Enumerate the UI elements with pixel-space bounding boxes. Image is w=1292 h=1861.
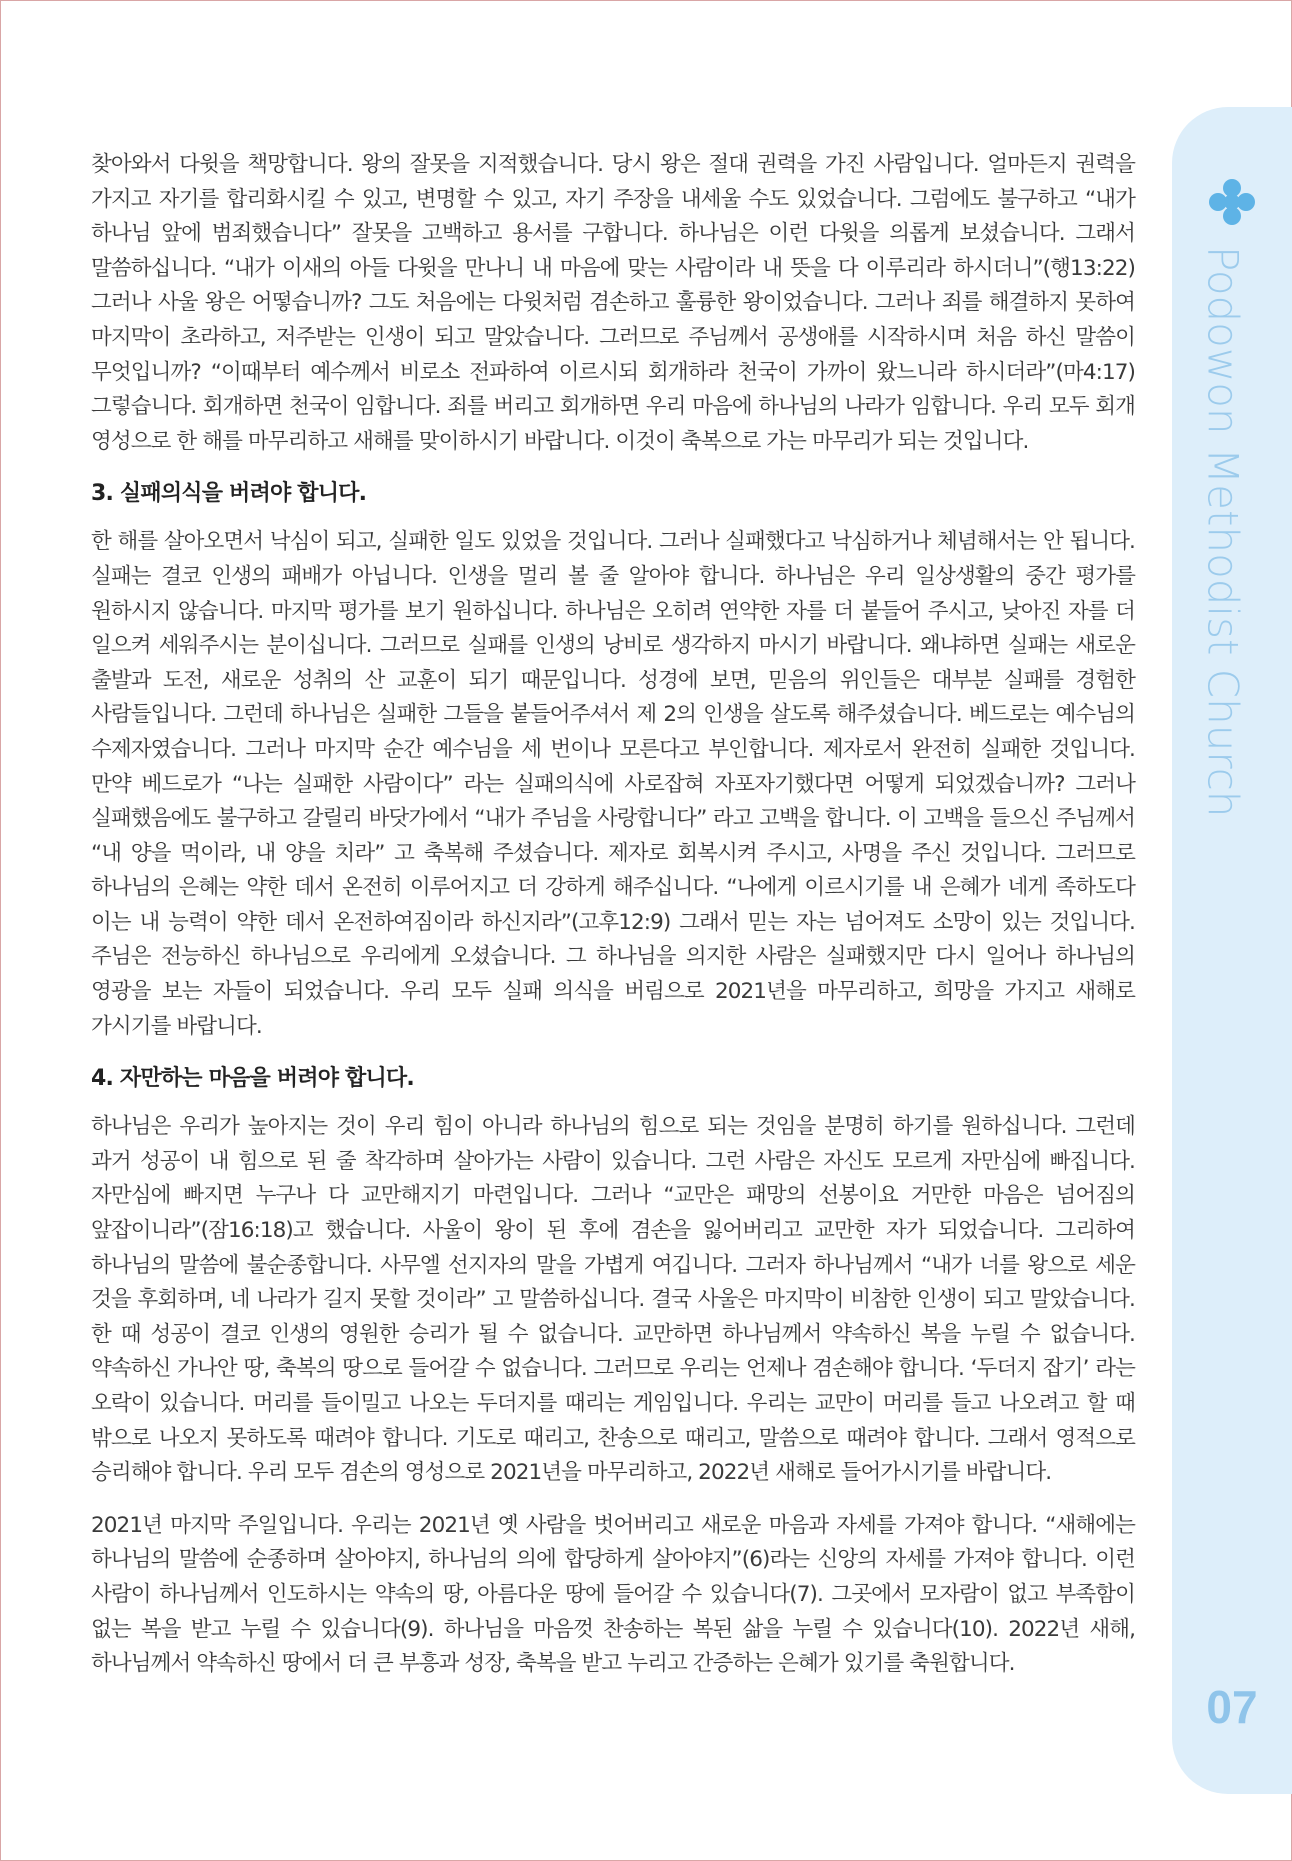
- body-paragraph-3: 하나님은 우리가 높아지는 것이 우리 힘이 아니라 하나님의 힘으로 되는 것임을 분명히 하기를 원하십니다. 그런데 과거 성공이 내 힘으로 된 줄 착각하며 살아가는 사람이 있습니다. 그런 사람은 자신도 모르게 자만심에 빠집니다. 자만심에 빠지면 누구나 다 교만해지기 마련입니다. 그러나 “교만은 패망의 선봉이요 거만한 마음은 넘어짐의 앞잡이니라”(잠16:18)고 했습니다. 사울이 왕이 된 후에 겸손을 잃어버리고 교만한 자가 되었습니다. 그리하여 하나님의 말씀에 불순종합니다. 사무엘 선지자의 말을 가볍게 여깁니다. 그러자 하나님께서 “내가 너를 왕으로 세운 것을 후회하며, 네 나라가 길지 못할 것이라” 고 말씀하십니다. 결국 사울은 마지막이 비참한 인생이 되고 말았습니다. 한 때 성공이 결코 인생의 영원한 승리가 될 수 없습니다. 교만하면 하나님께서 약속하신 복을 누릴 수 없습니다. 약속하신 가나안 땅, 축복의 땅으로 들어갈 수 없습니다. 그러므로 우리는 언제나 겸손해야 합니다. ‘두더지 잡기’ 라는 오락이 있습니다. 머리를 들이밀고 나오는 두더지를 때리는 게임입니다. 우리는 교만이 머리를 들고 나오려고 할 때 밖으로 나오지 못하도록 때려야 합니다. 기도로 때리고, 찬송으로 때리고, 말씀으로 때려야 합니다. 그래서 영적으로 승리해야 합니다. 우리 모두 겸손의 영성으로 2021년을 마무리하고, 2022년 새해로 들어가시기를 바랍니다.: [91, 1114, 1135, 1486]
- body-paragraph-4: 2021년 마지막 주일입니다. 우리는 2021년 옛 사람을 벗어버리고 새로운 마음과 자세를 가져야 합니다. “새해에는 하나님의 말씀에 순종하며 살아야지, 하나님의 의에 합당하게 살아야지”(6)라는 신앙의 자세를 가져야 합니다. 이런 사람이 하나님께서 인도하시는 약속의 땅, 아름다운 땅에 들어갈 수 있습니다(7). 그곳에서 모자람이 없고 부족함이 없는 복을 받고 누릴 수 있습니다(9). 하나님을 마음껏 찬송하는 복된 삶을 누릴 수 있습니다(10). 2022년 새해, 하나님께서 약속하신 땅에서 더 큰 부흥과 성장, 축복을 받고 누리고 간증하는 은혜가 있기를 축원합니다.: [91, 1512, 1135, 1677]
- page-number: 07: [1206, 1681, 1258, 1733]
- body-paragraph-1: 찾아와서 다윗을 책망합니다. 왕의 잘못을 지적했습니다. 당시 왕은 절대 권력을 가진 사람입니다. 얼마든지 권력을 가지고 자기를 합리화시킬 수 있고, 변명할 수 있고, 자기 주장을 내세울 수도 있었습니다. 그럼에도 불구하고 “내가 하나님 앞에 범죄했습니다” 잘못을 고백하고 용서를 구합니다. 하나님은 이런 다윗을 의롭게 보셨습니다. 그래서 말씀하십니다. “내가 이새의 아들 다윗을 만나니 내 마음에 맞는 사람이라 내 뜻을 다 이루리라 하시더니”(행13:22) 그러나 사울 왕은 어떻습니까? 그도 처음에는 다윗처럼 겸손하고 훌륭한 왕이었습니다. 그러나 죄를 해결하지 못하여 마지막이 초라하고, 저주받는 인생이 되고 말았습니다. 그러므로 주님께서 공생애를 시작하시며 처음 하신 말씀이 무엇입니까? “이때부터 예수께서 비로소 전파하여 이르시되 회개하라 천국이 가까이 왔느니라 하시더라”(마4:17) 그렇습니다. 회개하면 천국이 임합니다. 죄를 버리고 회개하면 우리 마음에 하나님의 나라가 임합니다. 우리 모두 회개 영성으로 한 해를 마무리하고 새해를 맞이하시기 바랍니다. 이것이 축복으로 가는 마무리가 되는 것입니다.: [91, 152, 1135, 454]
- body-paragraph-2: 한 해를 살아오면서 낙심이 되고, 실패한 일도 있었을 것입니다. 그러나 실패했다고 낙심하거나 체념해서는 안 됩니다. 실패는 결코 인생의 패배가 아닙니다. 인생을 멀리 볼 줄 알아야 합니다. 하나님은 우리 일상생활의 중간 평가를 원하시지 않습니다. 마지막 평가를 보기 원하십니다. 하나님은 오히려 연약한 자를 더 붙들어 주시고, 낮아진 자를 더 일으켜 세워주시는 분이십니다. 그러므로 실패를 인생의 낭비로 생각하지 마시기 바랍니다. 왜냐하면 실패는 새로운 출발과 도전, 새로운 성취의 산 교훈이 되기 때문입니다. 성경에 보면, 믿음의 위인들은 대부분 실패를 경험한 사람들입니다. 그런데 하나님은 실패한 그들을 붙들어주셔서 제 2의 인생을 살도록 해주셨습니다. 베드로는 예수님의 수제자였습니다. 그러나 마지막 순간 예수님을 세 번이나 모른다고 부인합니다. 제자로서 완전히 실패한 것입니다. 만약 베드로가 “나는 실패한 사람이다” 라는 실패의식에 사로잡혀 자포자기했다면 어떻게 되었겠습니까? 그러나 실패했음에도 불구하고 갈릴리 바닷가에서 “내가 주님을 사랑합니다” 라고 고백을 합니다. 이 고백을 들으신 주님께서 “내 양을 먹이라, 내 양을 치라” 고 축복해 주셨습니다. 제자로 회복시켜 주시고, 사명을 주신 것입니다. 그러므로 하나님의 은혜는 약한 데서 온전히 이루어지고 더 강하게 해주십니다. “나에게 이르시기를 내 은혜가 네게 족하도다 이는 내 능력이 약한 데서 온전하여짐이라 하신지라”(고후12:9) 그래서 믿는 자는 넘어져도 소망이 있는 것입니다. 주님은 전능하신 하나님으로 우리에게 오셨습니다. 그 하나님을 의지한 사람은 실패했지만 다시 일어나 하나님의 영광을 보는 자들이 되었습니다. 우리 모두 실패 의식을 버림으로 2021년을 마무리하고, 희망을 가지고 새해로 가시기를 바랍니다.: [91, 529, 1135, 1039]
- sermon-body: [91, 148, 1135, 1682]
- blue-cross-flower-icon: [1208, 178, 1256, 226]
- church-name-vertical: Podowon Methodist Church: [1198, 246, 1248, 818]
- section-heading-3: 3. 실패의식을 버려야 합니다.: [91, 481, 367, 507]
- section-heading-4: 4. 자만하는 마음을 버려야 합니다.: [91, 1066, 414, 1092]
